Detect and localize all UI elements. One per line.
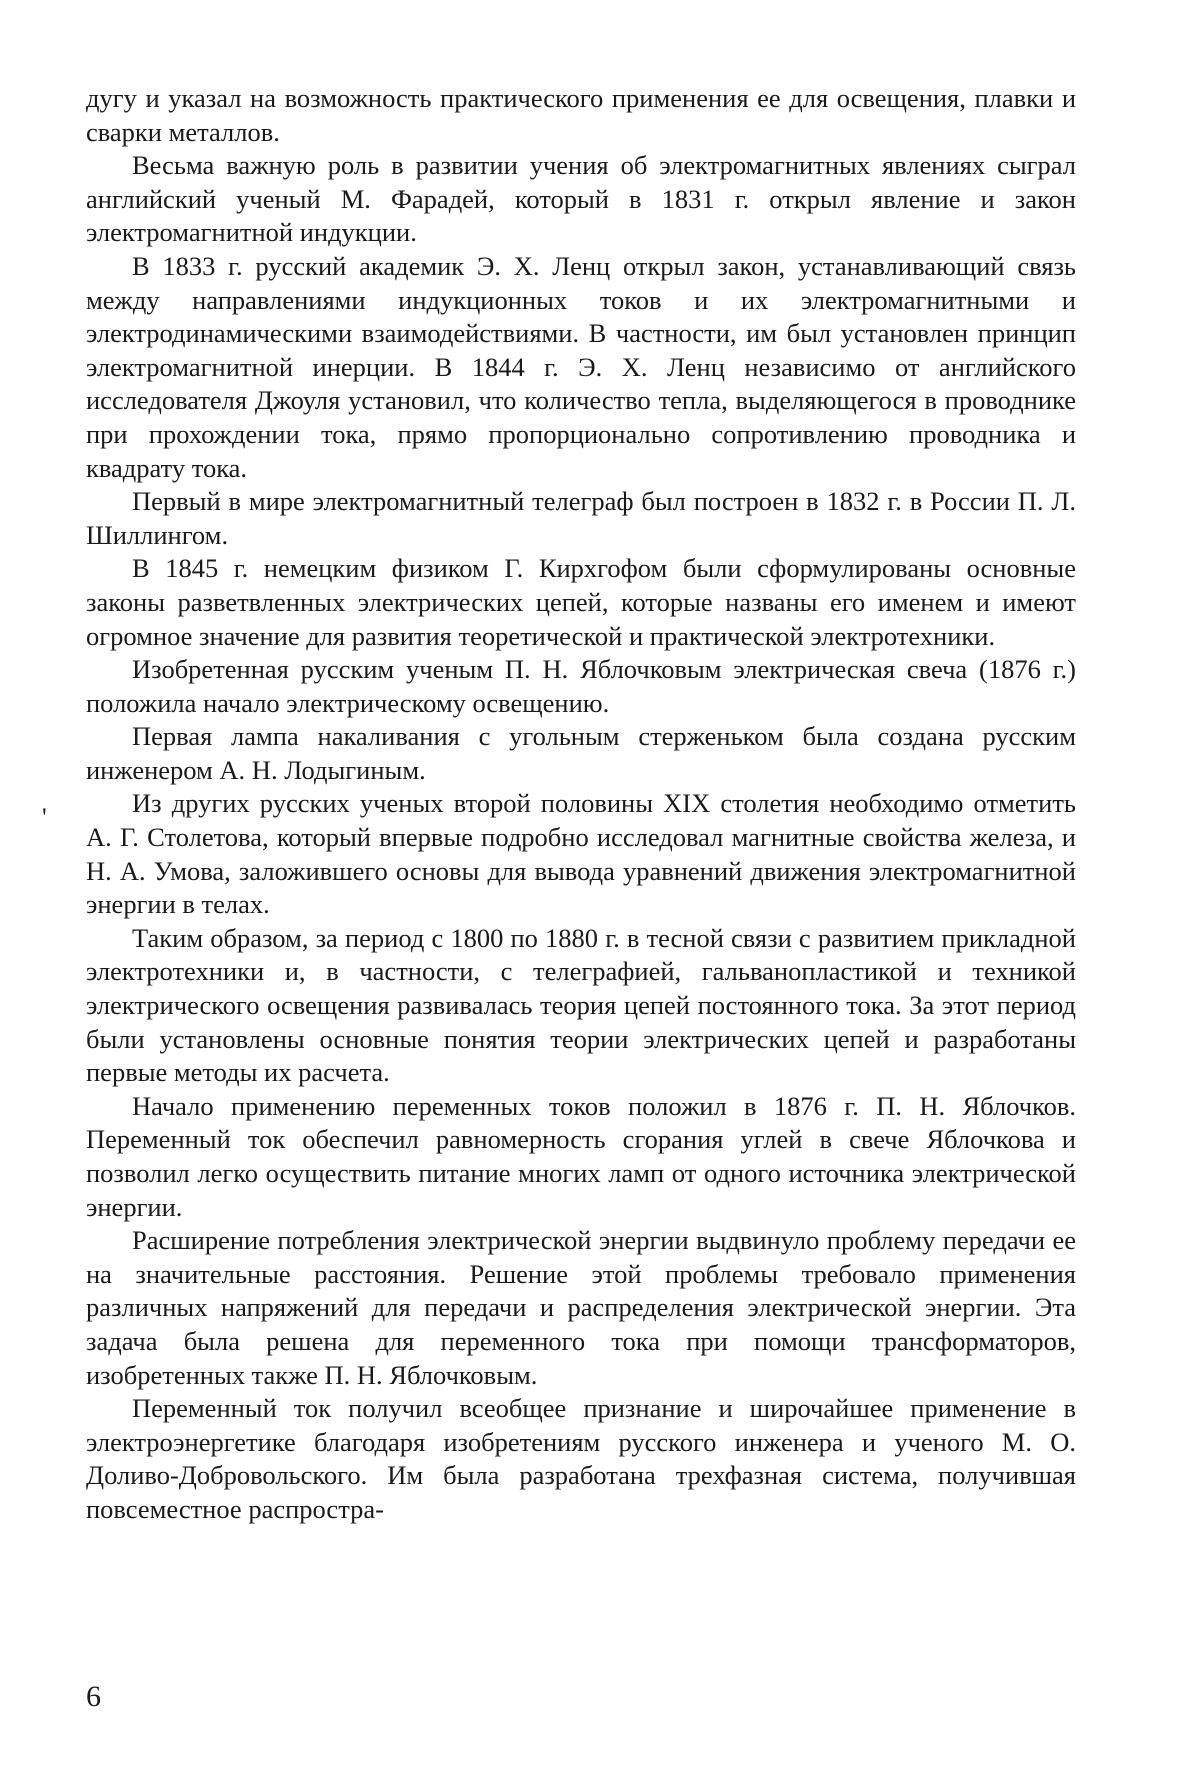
paragraph-stoletov-umov: Из других русских ученых второй половины XIX столетия необходимо отметить А. Г. Столетова, который впервые подробно исследовал магнитные свойства железа, и Н. А. Умова, заложившего основы для вывода уравнений движения электромагнитной энергии в телах. [86, 788, 1076, 920]
paragraph-yablochkov-candle: Изобретенная русским ученым П. Н. Яблочковым электрическая свеча (1876 г.) положила начало электрическому освещению. [86, 654, 1076, 718]
paragraph-continued: дугу и указал на возможность практического применения ее для освещения, плавки и сварки металлов. [86, 83, 1076, 147]
paragraph-faraday: Весьма важную роль в развитии учения об электромагнитных явлениях сыграл английский ученый М. Фарадей, который в 1831 г. открыл явление и закон электромагнитной индукции. [86, 150, 1076, 248]
body-text [86, 82, 1076, 1527]
paragraph-alternating-current: Начало применению переменных токов положил в 1876 г. П. Н. Яблочков. Переменный ток обеспечил равномерность сгорания углей в свече Яблочкова и позволил легко осуществить питание многих ламп от одного источника электрической энергии. [86, 1090, 1076, 1222]
paragraph-kirchhoff: В 1845 г. немецким физиком Г. Кирхгофом были сформулированы основные законы разветвленных электрических цепей, которые названы его именем и имеют огромное значение для развития теоретической и практической электротехники. [86, 553, 1076, 651]
paragraph-period-summary: Таким образом, за период с 1800 по 1880 г. в тесной связи с развитием прикладной электротехники и, в частности, с телеграфией, гальванопластикой и техникой электрического освещения развивалась теория цепей постоянного тока. За этот период были установлены основные понятия теории электрических цепей и разработаны первые методы их расчета. [86, 922, 1076, 1088]
paragraph-schilling: Первый в мире электромагнитный телеграф был построен в 1832 г. в России П. Л. Шиллингом. [86, 486, 1076, 550]
paragraph-dolivo-dobrovolsky: Переменный ток получил всеобщее признание и широчайшее применение в электроэнергетике благодаря изобретениям русского инженера и ученого М. О. Доливо-Добровольского. Им была разработана трехфазная система, получившая повсеместное распростра- [86, 1393, 1076, 1524]
paragraph-transmission: Расширение потребления электрической энергии выдвинуло проблему передачи ее на значительные расстояния. Решение этой проблемы требовало применения различных напряжений для передачи и распределения электрической энергии. Эта задача была решена для переменного тока при помощи трансформаторов, изобретенных также П. Н. Яблочковым. [86, 1225, 1076, 1390]
paragraph-lodygin: Первая лампа накаливания с угольным стерженьком была создана русским инженером А. Н. Лодыгиным. [86, 721, 1076, 785]
margin-mark: ' [42, 803, 47, 832]
page-number: 6 [86, 1680, 101, 1713]
paragraph-lenz: В 1833 г. русский академик Э. Х. Ленц открыл закон, устанавливающий связь между направлениями индукционных токов и их электромагнитными и электродинамическими взаимодействиями. В частности, им был установлен принцип электромагнитной инерции. В 1844 г. Э. Х. Ленц независимо от английского исследователя Джоуля установил, что количество тепла, выделяющегося в проводнике при прохождении тока, прямо пропорционально сопротивлению проводника и квадрату тока. [86, 250, 1076, 483]
